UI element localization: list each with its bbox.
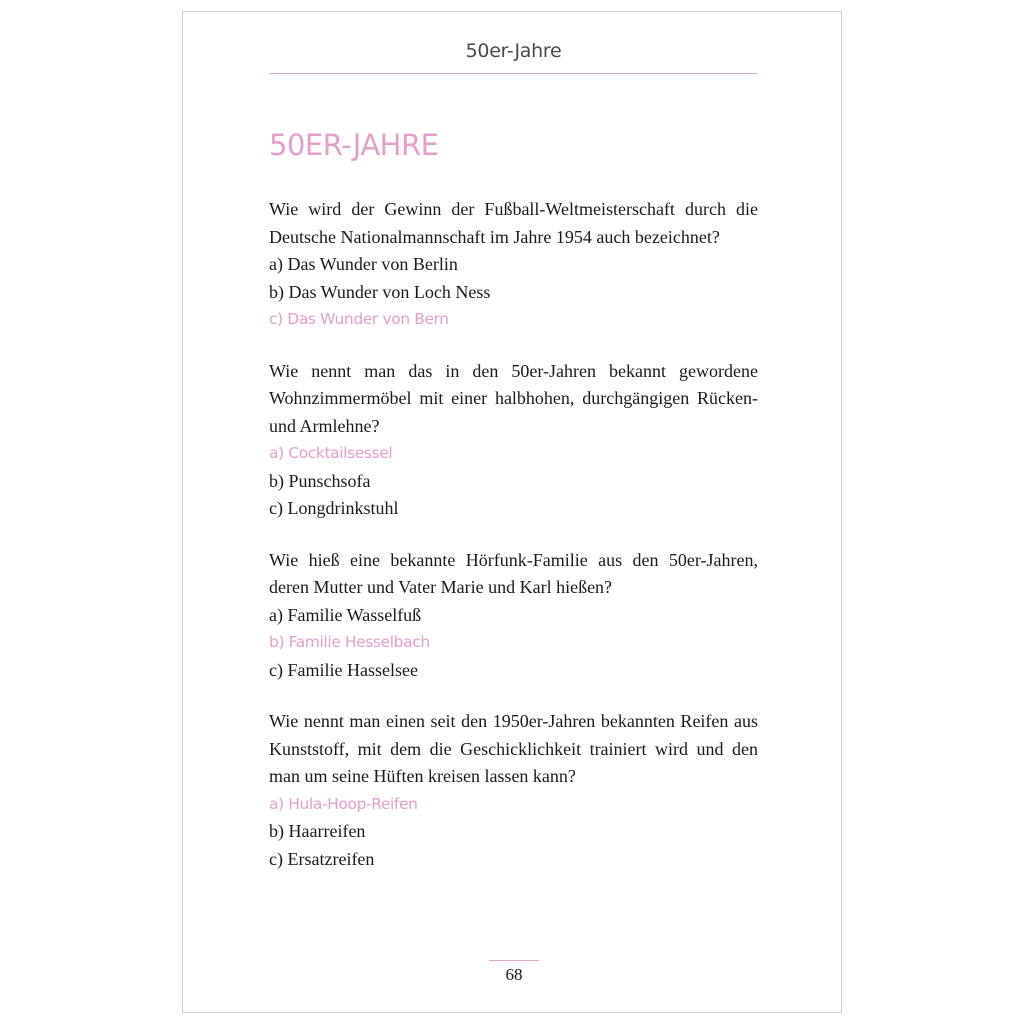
question-text: Wie hieß eine bekannte Hörfunk-Familie aus den 50er-Jahren, deren Mutter und Vater Marie und Karl hießen? <box>269 549 758 597</box>
quiz-question-block <box>269 547 758 685</box>
quiz-question-block <box>269 708 758 873</box>
footer-rule <box>489 960 539 961</box>
answer-option: a) Das Wunder von Berlin <box>269 254 458 274</box>
answer-option: a) Familie Wasselfuß <box>269 604 422 625</box>
running-head: 50er-Jahre <box>465 40 562 62</box>
page-number: 68 <box>505 965 523 984</box>
question-text: Wie nennt man einen seit den 1950er-Jahren bekannten Reifen aus Kunststoff, mit dem die Geschicklichkeit trainiert wird und den man um seine Hüften kreisen lassen kann? <box>269 711 758 786</box>
answer-option: c) Longdrinkstuhl <box>269 498 399 518</box>
answer-option-correct: a) Cocktailsessel <box>269 444 393 462</box>
question-text: Wie nennt man das in den 50er-Jahren bekannt gewordene Wohnzimmermöbel mit einer halbhohen, durchgängigen Rücken- und Armlehne? <box>269 360 758 436</box>
quiz-content <box>269 196 758 897</box>
answer-option: b) Das Wunder von Loch Ness <box>269 281 491 302</box>
answer-option: c) Ersatzreifen <box>269 848 375 869</box>
question-text: Wie wird der Gewinn der Fußball-Weltmeisterschaft durch die Deutsche Nationalmannschaft im Jahre 1954 auch bezeichnet? <box>269 199 758 247</box>
answer-option: b) Haarreifen <box>269 821 366 841</box>
chapter-title: 50ER-JAHRE <box>269 128 439 162</box>
answer-option-correct: b) Familie Hesselbach <box>269 633 430 651</box>
answer-option-correct: a) Hula-Hoop-Reifen <box>269 794 418 813</box>
answer-option-correct: c) Das Wunder von Bern <box>269 310 449 328</box>
answer-option: c) Familie Hasselsee <box>269 659 418 680</box>
quiz-question-block <box>269 196 758 334</box>
book-page <box>182 11 842 1013</box>
answer-option: b) Punschsofa <box>269 470 371 491</box>
header-rule <box>269 73 758 74</box>
quiz-question-block <box>269 358 758 523</box>
